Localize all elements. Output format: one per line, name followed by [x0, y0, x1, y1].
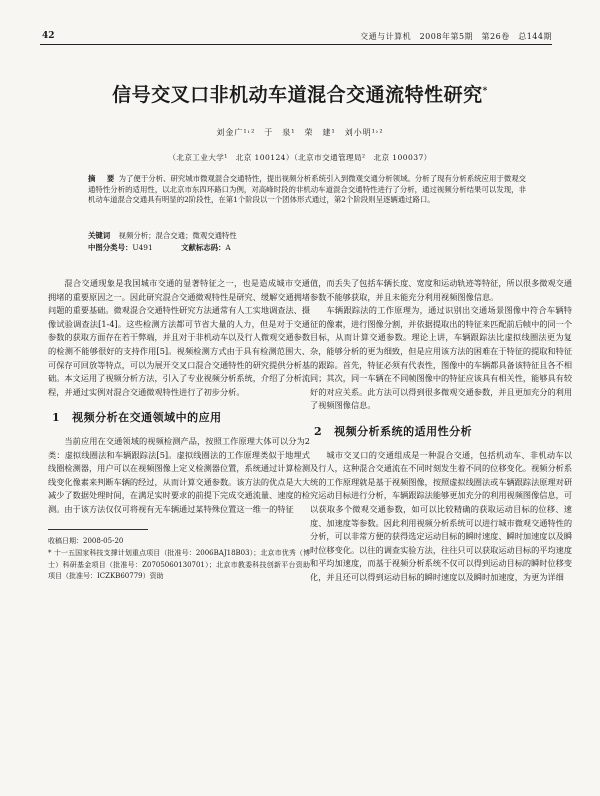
clc-value: U491 — [132, 243, 153, 252]
tracking-paragraph: 车辆跟踪法的工作原理为，通过识别出交通场景图像中符合车辆特征的像素，进行图像分割，并依据提取出的特征来匹配前后帧中的同一个目标，从而计算交通参数。理论上讲，车辆跟踪法比虚拟线圈法更为复杂，能够分析的更为细致，但是应用该方法的困难在于特征的提取和特征的跟踪。首先，特征必须有代表性，图像中的车辆都具备该特征且各不相同；其次，同一车辆在不同帧图像中的特征应该具有相关性，能够具有较好的对应关系。此方法可以得到很多微观交通参数，并且更加充分的利用了视频图像信息。 — [310, 305, 573, 411]
section-2-number: 2 — [314, 424, 323, 438]
abstract-text: 为了便于分析、研究城市微观混合交通特性，提出视频分析系统引入到微观交通分析领域。分析了现有分析系统应用于微观交通特性分析的适用性，以北京市东四环路口为例，对高峰时段的非机动车道混合交通特性进行了分析，通过视频分析结果可以发现，非机动车道混合交通具有明显的2阶段性，在第1个阶段以一个团体形式通过，第2个阶段则呈逐辆通过路口。 — [88, 174, 526, 205]
doc-code-value: A — [225, 243, 231, 252]
footnote-divider — [48, 529, 148, 530]
abstract — [88, 174, 526, 206]
affiliations: （北京工业大学¹ 北京 100124）（北京市交通管理局² 北京 100037） — [168, 153, 432, 162]
section-1-paragraph: 当前应用在交通领域的视频检测产品，按照工作原理大体可以分为2类：虚拟线圈法和车辆跟踪法[5]。虚拟线圈法的工作原理类似于地埋式线圈检测器，用户可以在视频图像上定义检测器位置，系统通过计算检测线变化像素来判断车辆的经过，从而计算交通参数。该方法的优点是大大减少了数据处理时间，在满足实时要求的前提下完成交通流量、速度的检测。由于该方法仅仅可将视有无车辆通过某特殊位置这一维一的特征 — [48, 435, 311, 514]
footnote-received: 收稿日期：2008-05-20 — [48, 536, 124, 545]
section-1-title: 视频分析在交通领域中的应用 — [72, 411, 222, 425]
abstract-label: 摘 要 — [88, 174, 117, 183]
continued-paragraph: 值，而丢失了包括车辆长度、宽度和运动轨迹等特征，所以很多微观交通参数不能够获取，并且未能充分利用视频图像信息。 — [310, 278, 573, 302]
author-list: 刘金广¹˒² 于 泉¹ 荣 建¹ 刘小明¹˒² — [216, 128, 384, 137]
page-number: 42 — [42, 31, 55, 41]
left-column — [48, 277, 310, 583]
paper-title — [0, 80, 600, 107]
intro-paragraph: 混合交通现象是我国城市交通的显著特征之一，也是造成城市交通拥堵的重要原因之一。因此研究混合交通微观特性是研究、缓解交通拥堵问题的重要基础。微观混合交通特性研究方法通常有人工实地调查法、摄像试验调查法[1-4]。这些检测方法都可节省大量的人力，但是对于交通参数的获取方面存在若干弊端，并且对于非机动车以及行人微观交通参数的检测不能够很好的支持作用[5]。视频检测方式由于具有检测范围大、可保存可回放等特点，可以为展开交叉口混合交通特性的研究提供分析基础。本文运用了视频分析方法，引入了专业视频分析系统，介绍了分析流程，并通过实例对混合交通微观特性进行了初步分析。 — [48, 278, 311, 397]
keywords-label: 关键词 — [88, 231, 111, 240]
keywords — [88, 231, 237, 241]
title-text: 信号交叉口非机动车道混合交通流特性研究 — [112, 84, 483, 106]
journal-info: 交通与计算机 2008年第5期 第26卷 总144期 — [360, 32, 552, 41]
section-2-paragraph: 城市交叉口的交通组成是一种混合交通，包括机动车、非机动车以及行人，这种混合交通流在不同时刻发生着不同的位移变化。视频分析系统的工作原理就是基于视频图像，按照虚拟线圈法或车辆跟踪法原理对研究运动目标进行分析，车辆跟踪法能够更加充分的利用视频图像信息，可以获取多个微观交通参数，如可以比较精确的获取运动目标的位移、速度、加速度等参数。因此利用视频分析系统可以进行城市微观交通特性的分析，可以非常方便的获得选定运动目标的瞬时速度、瞬时加速度以及瞬时位移变化。以往的调查实验方法，往往只可以获取运动目标的平均速度和平均加速度，而基于视频分析系统不仅可以得到运动目标的瞬时位移变化，并且还可以得到运动目标的瞬时速度以及瞬时加速度，为更为详细 — [310, 449, 573, 582]
clc-label: 中图分类号： — [88, 243, 133, 252]
section-1-number: 1 — [52, 411, 61, 425]
doc-code-label: 文献标志码： — [181, 243, 226, 252]
keywords-text: 视频分析；混合交通；微观交通特性 — [118, 231, 237, 240]
section-2-title: 视频分析系统的适用性分析 — [334, 424, 473, 438]
section-1-heading — [52, 411, 310, 425]
running-header — [40, 30, 552, 45]
classification-line — [88, 243, 231, 253]
title-footnote-mark: * — [482, 86, 488, 97]
right-column — [310, 277, 572, 584]
footnote-funding: * 十一五国家科技支撑计划重点项目（批准号：2006BAJ18B03）；北京市优秀（博士）科研基金项目（批准号：Z0705060130701）；北京市教委科技创新平台资助项目（批准号：ICZKB60779）资助 — [48, 549, 310, 580]
section-2-heading — [314, 425, 572, 439]
